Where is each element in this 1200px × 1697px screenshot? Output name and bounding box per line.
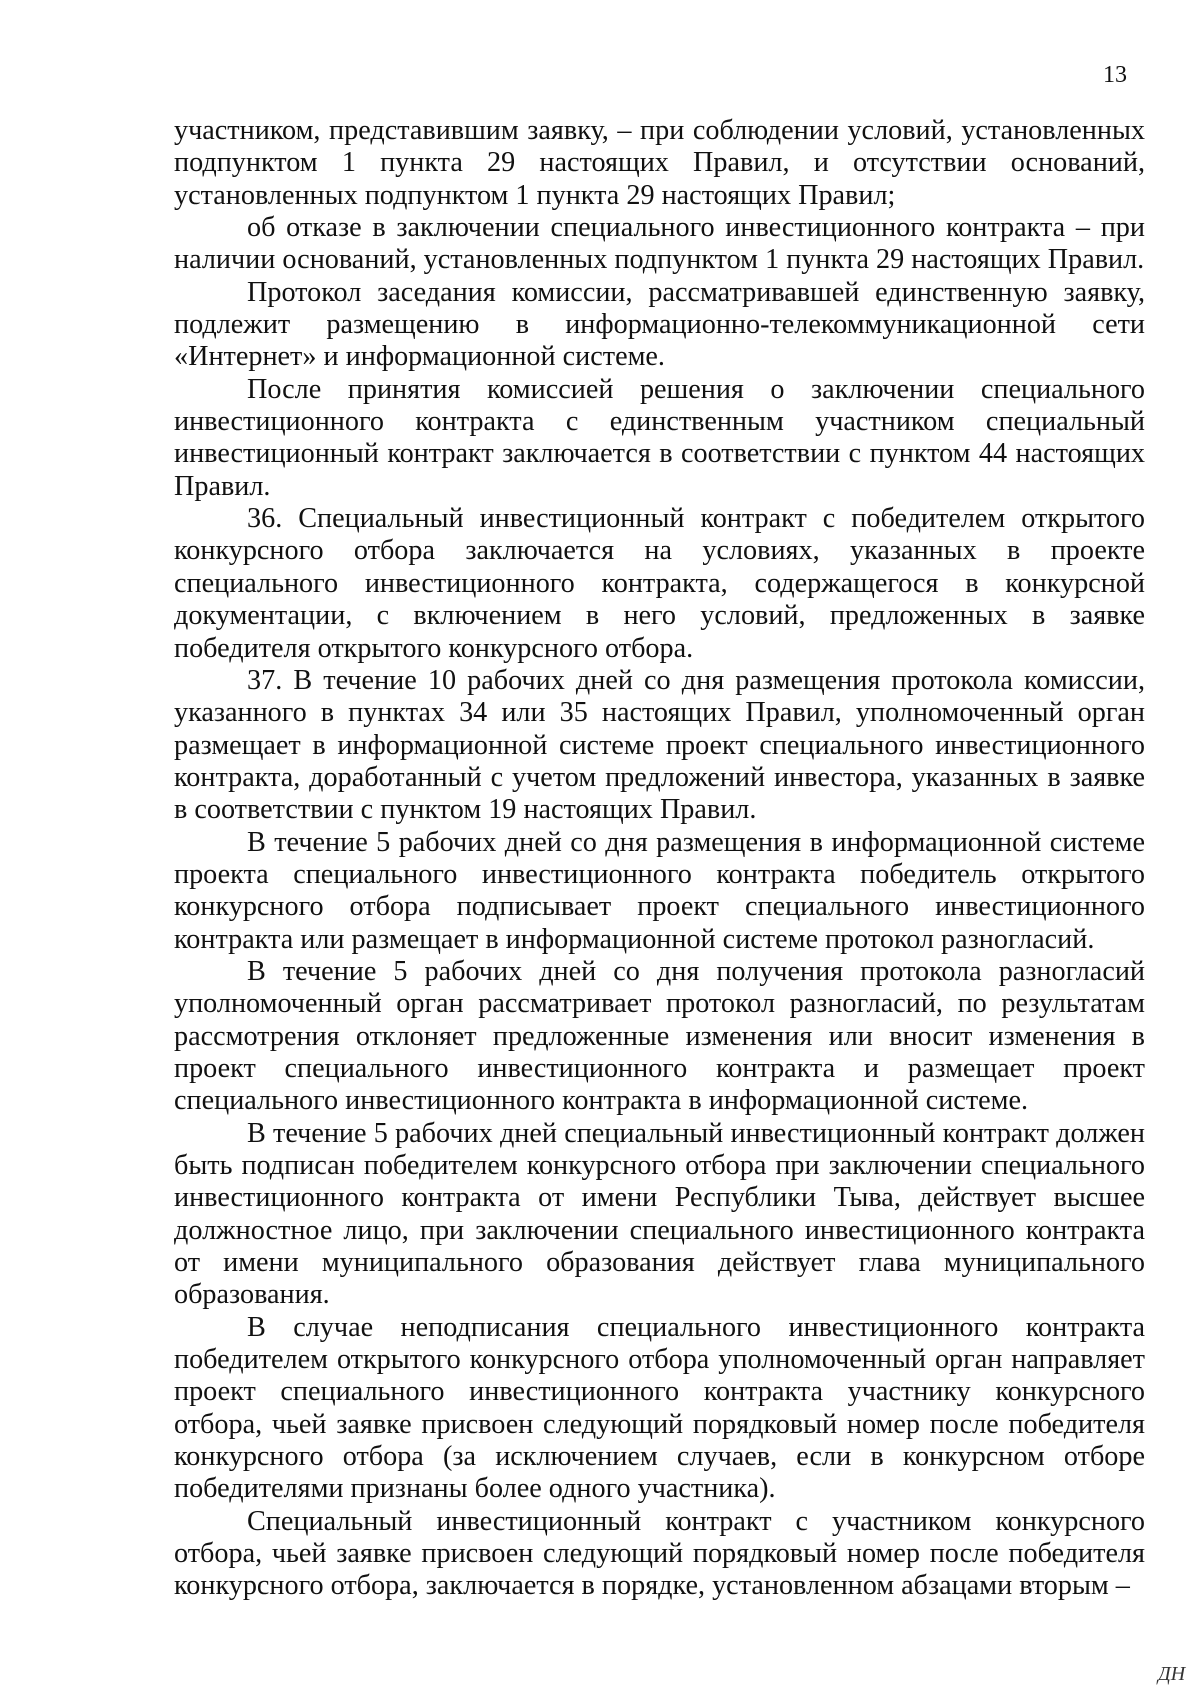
document-body [174, 115, 1145, 1603]
paragraph: В течение 5 рабочих дней со дня получения протокола разногласий уполномоченный орган рассматривает протокол разногласий, по результатам рассмотрения отклоняет предложенные изменения или вносит изменения в проект специального инвестиционного контракта и размещает проект специального инвестиционного контракта в информационной системе. [174, 955, 1145, 1117]
paragraph: Протокол заседания комиссии, рассматривавшей единственную заявку, подлежит размещению в информационно-телекоммуникационной сети «Интернет» и информационной системе. [174, 276, 1145, 373]
paragraph: В течение 5 рабочих дней специальный инвестиционный контракт должен быть подписан победителем конкурсного отбора при заключении специального инвестиционного контракта от имени Республики Тыва, действует высшее должностное лицо, при заключении специального инвестиционного контракта от имени муниципального образования действует глава муниципального образования. [174, 1117, 1145, 1311]
page-number: 13 [1103, 62, 1127, 88]
paragraph-item-37: 37. В течение 10 рабочих дней со дня размещения протокола комиссии, указанного в пунктах 34 или 35 настоящих Правил, уполномоченный орган размещает в информационной системе проект специального инвестиционного контракта, доработанный с учетом предложений инвестора, указанных в заявке в соответствии с пунктом 19 настоящих Правил. [174, 664, 1145, 826]
paragraph: В случае неподписания специального инвестиционного контракта победителем открытого конкурсного отбора уполномоченный орган направляет проект специального инвестиционного контракта участнику конкурсного отбора, чьей заявке присвоен следующий порядковый номер после победителя конкурсного отбора (за исключением случаев, если в конкурсном отборе победителями признаны более одного участника). [174, 1311, 1145, 1505]
handwritten-initials: ДН [1158, 1663, 1186, 1685]
paragraph: В течение 5 рабочих дней со дня размещения в информационной системе проекта специального инвестиционного контракта победитель открытого конкурсного отбора подписывает проект специального инвестиционного контракта или размещает в информационной системе протокол разногласий. [174, 826, 1145, 955]
paragraph: После принятия комиссией решения о заключении специального инвестиционного контракта с единственным участником специальный инвестиционный контракт заключается в соответствии с пунктом 44 настоящих Правил. [174, 373, 1145, 502]
paragraph: Специальный инвестиционный контракт с участником конкурсного отбора, чьей заявке присвоен следующий порядковый номер после победителя конкурсного отбора, заключается в порядке, установленном абзацами вторым – [174, 1505, 1145, 1602]
paragraph: об отказе в заключении специального инвестиционного контракта – при наличии оснований, установленных подпунктом 1 пункта 29 настоящих Правил. [174, 212, 1145, 276]
paragraph: участником, представившим заявку, – при соблюдении условий, установленных подпунктом 1 пункта 29 настоящих Правил, и отсутствии оснований, установленных подпунктом 1 пункта 29 настоящих Правил; [174, 115, 1145, 211]
paragraph-item-36: 36. Специальный инвестиционный контракт с победителем открытого конкурсного отбора заключается на условиях, указанных в проекте специального инвестиционного контракта, содержащегося в конкурсной документации, с включением в него условий, предложенных в заявке победителя открытого конкурсного отбора. [174, 503, 1145, 664]
